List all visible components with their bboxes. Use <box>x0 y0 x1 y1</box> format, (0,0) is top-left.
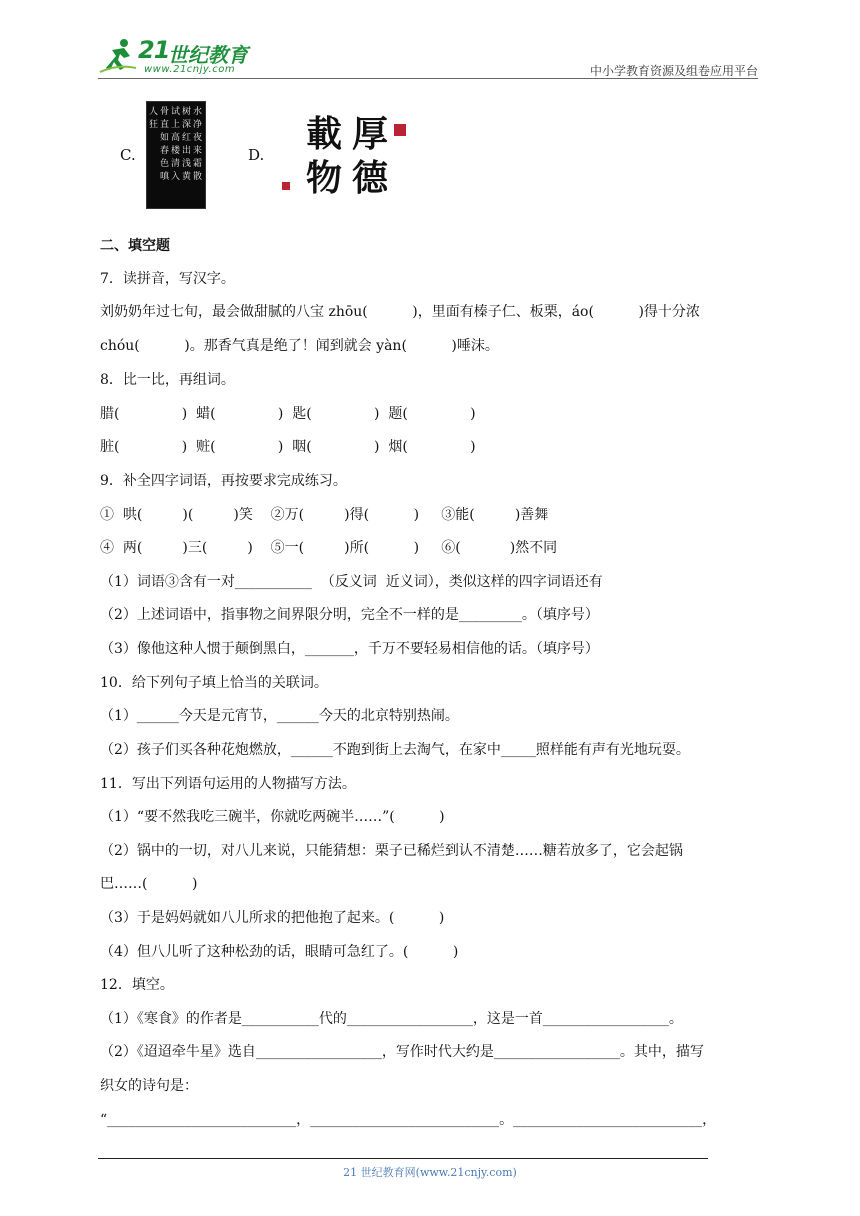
question-12-sub: “___________________________，___________________________。___________________________， <box>100 1112 717 1128</box>
question-8-row: 脏( ) 赃( ) 咽( ) 烟( ) <box>100 439 476 455</box>
calligraphy-char: 德 <box>352 157 389 199</box>
logo-number: 21 <box>138 36 170 64</box>
question-11-title: 11．写出下列语句运用的人物描写方法。 <box>100 776 356 792</box>
question-11-sub: （1）“要不然我吃三碗半，你就吃两碗半……”( ) <box>100 809 445 825</box>
question-10-sub: （1）______今天是元宵节，______今天的北京特别热闹。 <box>100 708 459 724</box>
calligraphy-column: 人狂 <box>149 107 159 130</box>
question-11-sub: 巴……( ) <box>100 876 198 892</box>
option-c-calligraphy-image <box>146 101 206 209</box>
footer-text: 21 世纪教育网(www.21cnjy.com) <box>343 1166 517 1179</box>
question-9-row: ④ 两( )三( ) ⑤一( )所( ) ⑥( )然不同 <box>100 540 558 556</box>
runner-logo-icon <box>98 38 138 74</box>
question-9-sub: （1）词语③含有一对___________ （反义词 近义词），类似这样的四字词语还有 <box>100 574 603 590</box>
logo <box>98 34 258 78</box>
logo-text: 世纪教育 <box>168 43 248 67</box>
calligraphy-char: 厚 <box>352 113 389 155</box>
question-12-sub: （1）《寒食》的作者是___________代的__________________，这是一首__________________。 <box>100 1011 683 1027</box>
question-9-title: 9．补全四字词语，再按要求完成练习。 <box>100 473 347 489</box>
red-seal-icon <box>394 124 406 136</box>
option-d-calligraphy-image <box>276 104 410 199</box>
question-8-title: 8．比一比，再组词。 <box>100 372 235 388</box>
calligraphy-column: 水净夜来霜散 <box>193 107 203 182</box>
question-12-title: 12．填空。 <box>100 977 174 993</box>
question-11-sub: （4）但八儿听了这种松劲的话，眼睛可急红了。( ) <box>100 944 459 960</box>
question-7-title: 7．读拼音，写汉字。 <box>100 271 235 287</box>
question-9-sub: （3）像他这种人惯于颠倒黑白，_______，千万不要轻易相信他的话。（填序号） <box>100 641 599 657</box>
question-12-sub: 织女的诗句是： <box>100 1078 198 1094</box>
question-11-sub: （3）于是妈妈就如八儿所求的把他抱了起来。( ) <box>100 910 445 926</box>
question-10-sub: （2）孩子们买各种花炮燃放，______不跑到街上去淘气，在家中_____照样能有声有光地玩耍。 <box>100 742 690 758</box>
logo-url: www.21cnjy.com <box>144 64 236 75</box>
question-9-sub: （2）上述词语中，指事物之间界限分明，完全不一样的是_________。（填序号） <box>100 607 599 623</box>
question-12-sub: （2）《迢迢牵牛星》选自__________________，写作时代大约是__________________。其中，描写 <box>100 1044 704 1060</box>
platform-title: 中小学教育资源及组卷应用平台 <box>589 64 758 78</box>
calligraphy-column: 骨直如春色嗔 <box>160 107 170 182</box>
question-10-title: 10．给下列句子填上恰当的关联词。 <box>100 675 328 691</box>
calligraphy-char: 物 <box>306 157 343 199</box>
question-9-row: ① 哄( )( )笑 ②万( )得( ) ③能( )善舞 <box>100 507 549 523</box>
question-7-text: 刘奶奶年过七旬，最会做甜腻的八宝 zhōu( )，里面有榛子仁、板栗，áo( )得十分浓 <box>100 304 700 320</box>
calligraphy-column: 树深红出浅黄 <box>182 107 192 182</box>
option-c-label: C. <box>120 146 136 164</box>
page-header <box>98 34 758 80</box>
option-d-label: D. <box>248 146 265 164</box>
question-7-text: chóu( )。那香气真是绝了！闻到就会 yàn( )唾沫。 <box>100 338 499 354</box>
calligraphy-column: 试上高楼清入 <box>171 107 181 182</box>
question-11-sub: （2）锅中的一切，对八儿来说，只能猜想：栗子已稀烂到认不清楚……糖若放多了，它会起锅 <box>100 843 683 859</box>
header-divider <box>98 78 758 79</box>
calligraphy-char: 載 <box>306 113 343 155</box>
section-heading: 二、填空题 <box>100 238 170 254</box>
question-8-row: 腊( ) 蜡( ) 匙( ) 题( ) <box>100 406 476 422</box>
red-seal-icon <box>282 182 290 190</box>
footer-divider <box>98 1158 708 1159</box>
